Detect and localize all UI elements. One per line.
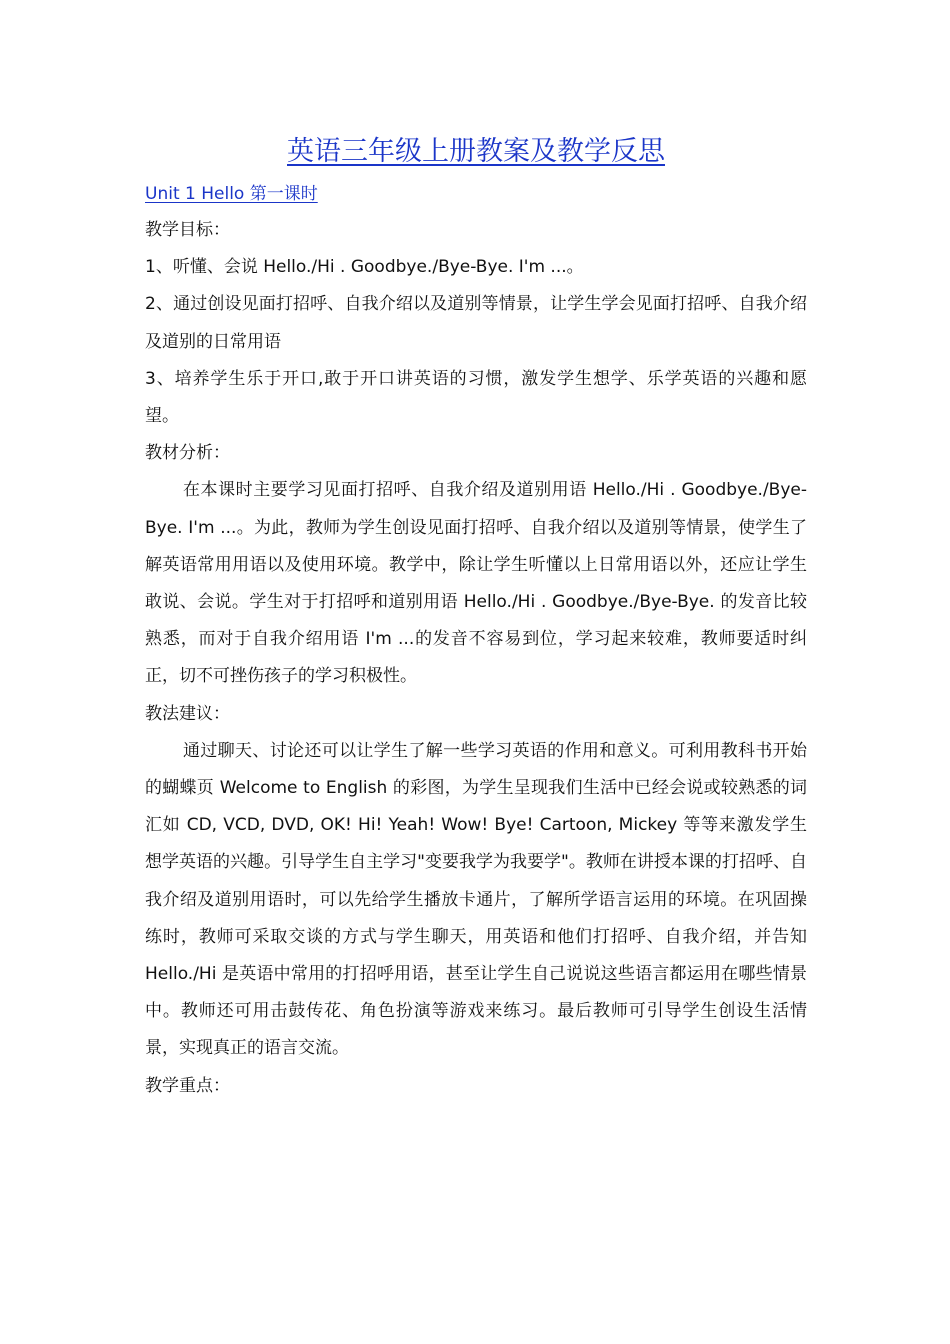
goal-item-2: 2、通过创设见面打招呼、自我介绍以及道别等情景，让学生学会见面打招呼、自我介绍及道别的日常用语 (145, 294, 807, 352)
document-page (145, 128, 807, 1105)
lesson-subtitle[interactable]: Unit 1 Hello 第一课时 (145, 184, 318, 204)
goal-item-1: 1、听懂、会说 Hello./Hi . Goodbye./Bye-Bye. I'm ...。 (145, 257, 584, 278)
method-heading: 教法建议： (145, 703, 230, 724)
analysis-heading: 教材分析： (145, 443, 230, 464)
focus-heading: 教学重点： (145, 1075, 230, 1096)
goals-heading: 教学目标： (145, 220, 230, 240)
document-title[interactable]: 英语三年级上册教案及教学反思 (287, 136, 665, 167)
method-paragraph: 通过聊天、讨论还可以让学生了解一些学习英语的作用和意义。可利用教科书开始的蝴蝶页 Welcome to English 的彩图，为学生呈现我们生活中已经会说或较熟悉的词汇如 CD, VCD, DVD, OK! Hi! Yeah! Wow! Bye! Cartoon, Mickey 等等来激发学生想学英语的兴趣。引导学生自主学习"变要我学为我要学"。教师在讲授本课的打招呼、自我介绍及道别用语时，可以先给学生播放卡通片，了解所学语言运用的环境。在巩固操练时，教师可采取交谈的方式与学生聊天，用英语和他们打招呼、自我介绍，并告知 Hello./Hi 是英语中常用的打招呼用语，甚至让学生自己说说这些语言都运用在哪些情景中。教师还可用击鼓传花、角色扮演等游戏来练习。最后教师可引导学生创设生活情景，实现真正的语言交流。 (145, 740, 807, 1059)
goal-item-3: 3、培养学生乐于开口,敢于开口讲英语的习惯，激发学生想学、乐学英语的兴趣和愿望。 (145, 368, 807, 427)
analysis-paragraph: 在本课时主要学习见面打招呼、自我介绍及道别用语 Hello./Hi . Goodbye./Bye-Bye. I'm ...。为此，教师为学生创设见面打招呼、自我介绍以及道别等情景，使学生了解英语常用用语以及使用环境。教学中，除让学生听懂以上日常用语以外，还应让学生敢说、会说。学生对于打招呼和道别用语 Hello./Hi . Goodbye./Bye-Bye. 的发音比较熟悉，而对于自我介绍用语 I'm ...的发音不容易到位，学习起来较难，教师要适时纠正，切不可挫伤孩子的学习积极性。 (145, 480, 807, 687)
